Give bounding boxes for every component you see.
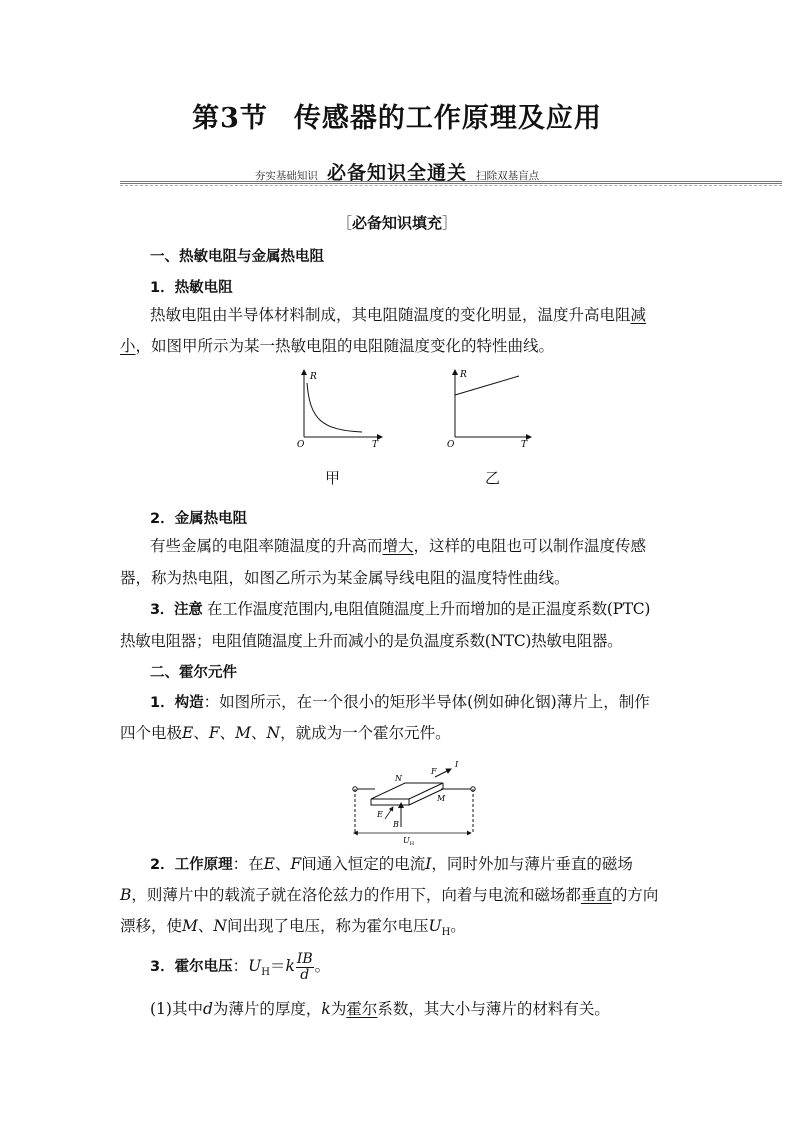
jia-o-label: O [297,440,305,450]
answer-decrease-1: 减 [630,306,647,324]
svg-text:M: M [437,794,446,803]
item1-heading: 1．热敏电阻 [150,280,233,296]
p2-item2-line3: 漂移，使M、N间出现了电压，称为霍尔电压$U_H$。 [120,917,466,939]
section-heading: ［必备知识填充］ [336,214,458,232]
item2-line2: 器，称为热电阻，如图乙所示为某金属导线电阻的温度特性曲线。 [120,569,570,587]
jia-curve [307,383,362,432]
svg-text:I: I [455,760,459,769]
figure-yi [443,365,543,455]
page-title [0,96,794,135]
banner-right: 扫除双基盲点 [476,170,540,182]
p2-item2-line2: B，则薄片中的载流子就在洛伦兹力的作用下，向着与电流和磁场都垂直的方向 [120,886,659,904]
svg-text:E: E [377,810,383,819]
svg-text:UH: $U_H$ [403,836,415,845]
answer-hall: 霍尔 [346,1000,378,1018]
item2-heading: 2．金属热电阻 [150,511,248,527]
jia-t-label: T [372,440,379,450]
section-number: 第3节 [192,103,268,134]
figure-jia [290,365,390,455]
fraction: $\frac{IB}{d}$ [296,950,313,983]
caption-yi: 乙 [485,469,501,487]
hall-voltage-formula: 3．霍尔电压：$U_H=k$ $\frac{IB}{d}$ 。 [150,950,331,983]
svg-text:B: B [393,820,399,829]
figure-hall-element [345,755,485,845]
banner-divider [120,181,782,184]
answer-increase: 增大 [382,537,414,555]
banner-center: 必备知识全通关 [326,162,467,184]
answer-perpendicular: 垂直 [580,886,612,904]
banner-left: 夯实基础知识 [254,170,318,182]
p2-item1-line1: 1．构造：如图所示，在一个很小的矩形半导体(例如砷化铟)薄片上，制作 [150,693,650,711]
p2-item2-line1: 2．工作原理：在E、F间通入恒定的电流I，同时外加与薄片垂直的磁场 [150,855,633,873]
part1-heading: 一、热敏电阻与金属热电阻 [150,249,324,265]
item1-line1: 热敏电阻由半导体材料制成，其电阻随温度的变化明显，温度升高电阻减 [150,306,647,324]
part2-heading: 二、霍尔元件 [150,665,237,681]
item3-line1: 3．注意 在工作温度范围内,电阻值随温度上升而增加的是正温度系数(PTC) [150,600,651,618]
item3-line2: 热敏电阻器；电阻值随温度上升而减小的是负温度系数(NTC)热敏电阻器。 [120,632,623,650]
p2-item4: (1)其中d为薄片的厚度，k为霍尔系数，其大小与薄片的材料有关。 [150,1000,610,1018]
jia-r-label: R [310,372,317,382]
current-arrow [435,769,451,777]
yi-r-label: R [460,370,467,380]
svg-text:N: N [395,774,402,783]
banner-divider-dashed [120,185,782,186]
section-name: 传感器的工作原理及应用 [293,103,602,134]
item3-label: 3．注意 [150,602,203,618]
caption-jia: 甲 [325,469,341,487]
section-heading-text: 必备知识填充 [351,214,442,232]
item2-line1: 有些金属的电阻率随温度的升高而增大，这样的电阻也可以制作温度传感 [150,537,647,555]
hall-slab [371,783,443,799]
answer-decrease-2: 小 [120,337,136,355]
yi-t-label: T [521,440,528,450]
item1-line2: 小，如图甲所示为某一热敏电阻的电阻随温度变化的特性曲线。 [120,337,555,355]
yi-o-label: O [447,440,455,450]
p2-item1-line2: 四个电极E、F、M、N，就成为一个霍尔元件。 [120,724,451,742]
svg-text:F: F [431,767,437,776]
